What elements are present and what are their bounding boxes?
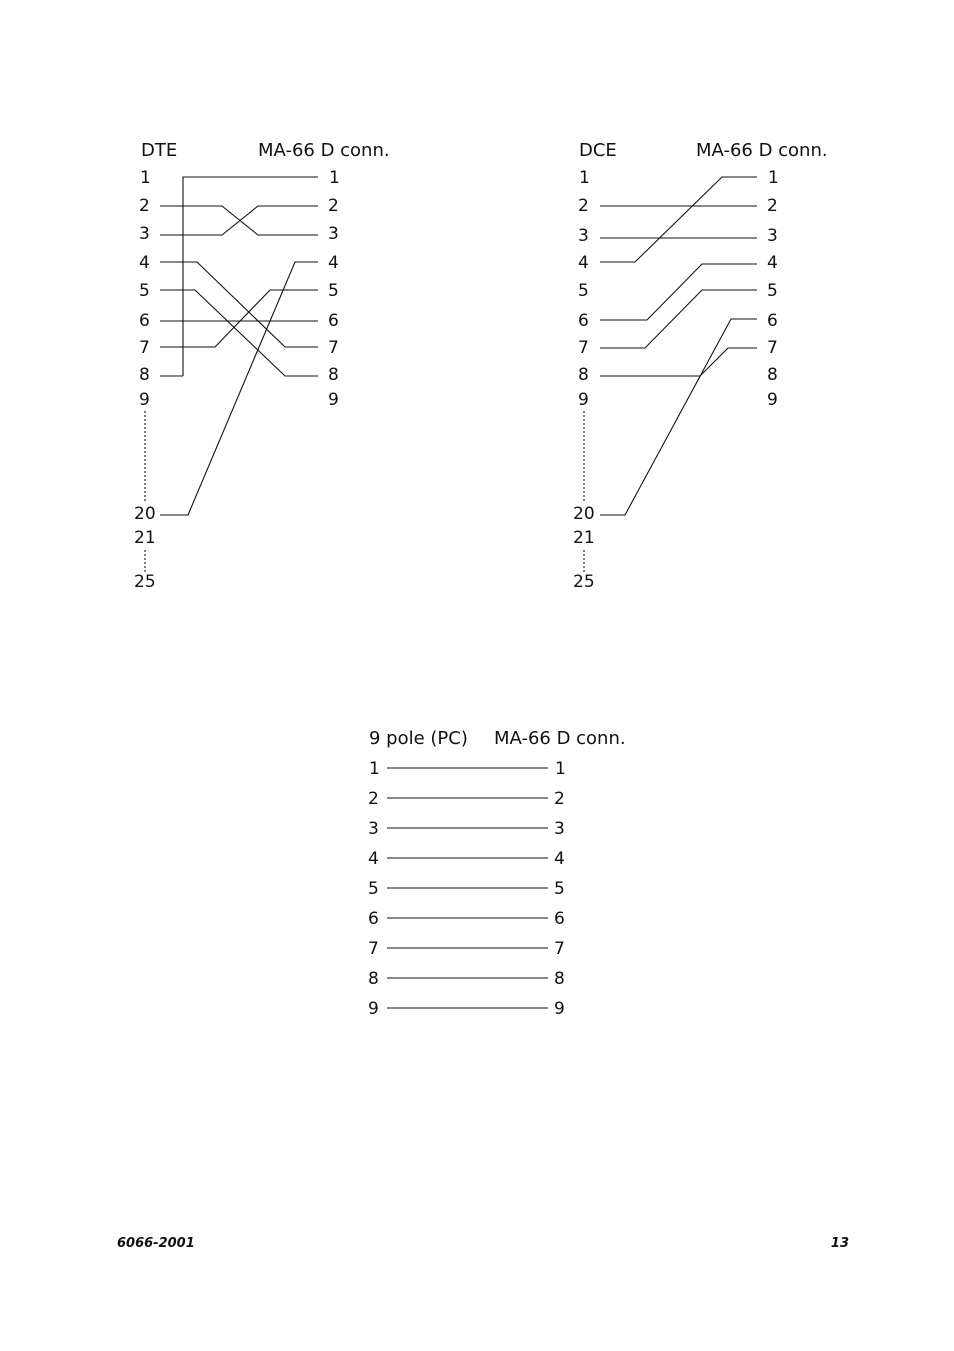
pc9-left-pin: 4: [368, 849, 379, 869]
pc9-wires: [387, 768, 548, 1008]
dte-left-pin: 25: [134, 572, 156, 592]
pc9-right-pin: 1: [555, 759, 566, 779]
dte-wire-4-to-7: [160, 262, 318, 347]
dce-left-pin: 7: [578, 338, 589, 358]
dce-right-header: MA-66 D conn.: [696, 140, 828, 161]
pc9-left-header: 9 pole (PC): [369, 728, 468, 749]
dce-wires: [584, 177, 757, 572]
dte-wires: [145, 177, 318, 572]
dte-right-pin: 9: [328, 390, 339, 410]
dte-left-pin: 9: [139, 390, 150, 410]
pc9-left-pin: 2: [368, 789, 379, 809]
dce-left-pin: 21: [573, 528, 595, 548]
dce-left-header: DCE: [579, 140, 617, 161]
dte-wire-3-to-2: [160, 206, 318, 235]
dte-right-pin: 4: [328, 253, 339, 273]
dte-wiring-diagram: [134, 140, 390, 592]
dte-left-pin: 5: [139, 281, 150, 301]
dce-right-pin: 4: [767, 253, 778, 273]
pc9-right-pin: 3: [554, 819, 565, 839]
dce-left-pin: 4: [578, 253, 589, 273]
dte-left-pin: 3: [139, 224, 150, 244]
dte-right-pin-labels: [328, 168, 340, 410]
pc9-right-pin: 5: [554, 879, 565, 899]
dte-left-pin-labels: [134, 168, 156, 592]
dce-right-pin: 7: [767, 338, 778, 358]
dte-right-pin: 3: [328, 224, 339, 244]
dce-left-pin: 20: [573, 504, 595, 524]
dce-wire-6-to-4: [600, 264, 757, 320]
dce-left-pin: 2: [578, 196, 589, 216]
dte-wire-1-8-loop: [183, 177, 318, 376]
dce-wire-8-to-7: [600, 348, 757, 376]
pc9-left-pin-labels: [368, 759, 380, 1019]
dce-left-pin: 8: [578, 365, 589, 385]
dce-right-pin-labels: [767, 168, 779, 410]
pc9-right-pin: 2: [554, 789, 565, 809]
dce-left-pin: 9: [578, 390, 589, 410]
dce-right-pin: 6: [767, 311, 778, 331]
pc9-left-pin: 6: [368, 909, 379, 929]
page-number: 13: [830, 1236, 849, 1251]
dte-left-pin: 20: [134, 504, 156, 524]
pc9-right-pin-labels: [554, 759, 566, 1019]
pc9-left-pin: 1: [369, 759, 380, 779]
dte-right-pin: 7: [328, 338, 339, 358]
dce-left-pin: 25: [573, 572, 595, 592]
pc9-wiring-diagram: [368, 728, 626, 1019]
dce-left-pin: 5: [578, 281, 589, 301]
pc9-left-pin: 3: [368, 819, 379, 839]
dte-wire-2-to-3: [160, 206, 318, 235]
dce-right-pin: 1: [768, 168, 779, 188]
dte-right-pin: 8: [328, 365, 339, 385]
dte-left-header: DTE: [141, 140, 178, 161]
dte-right-pin: 1: [329, 168, 340, 188]
document-number: 6066-2001: [117, 1236, 195, 1251]
dte-left-pin: 1: [140, 168, 151, 188]
dce-left-pin-labels: [573, 168, 595, 592]
pc9-right-pin: 6: [554, 909, 565, 929]
dte-left-pin: 4: [139, 253, 150, 273]
pc9-left-pin: 9: [368, 999, 379, 1019]
dte-left-pin: 6: [139, 311, 150, 331]
pc9-left-pin: 5: [368, 879, 379, 899]
dte-wire-20-to-4: [160, 262, 318, 515]
dte-wire-7-to-5: [160, 290, 318, 347]
dce-right-pin: 9: [767, 390, 778, 410]
pc9-right-pin: 7: [554, 939, 565, 959]
dce-left-pin: 6: [578, 311, 589, 331]
dte-left-pin: 8: [139, 365, 150, 385]
dce-right-pin: 2: [767, 196, 778, 216]
pc9-right-pin: 9: [554, 999, 565, 1019]
dte-left-pin: 7: [139, 338, 150, 358]
pc9-left-pin: 7: [368, 939, 379, 959]
dce-right-pin: 8: [767, 365, 778, 385]
pc9-right-pin: 4: [554, 849, 565, 869]
dce-right-pin: 5: [767, 281, 778, 301]
dte-right-header: MA-66 D conn.: [258, 140, 390, 161]
pc9-right-header: MA-66 D conn.: [494, 728, 626, 749]
dte-left-pin: 21: [134, 528, 156, 548]
dte-right-pin: 6: [328, 311, 339, 331]
dce-left-pin: 3: [578, 226, 589, 246]
dte-left-pin: 2: [139, 196, 150, 216]
pc9-right-pin: 8: [554, 969, 565, 989]
dte-right-pin: 2: [328, 196, 339, 216]
dte-right-pin: 5: [328, 281, 339, 301]
dce-right-pin: 3: [767, 226, 778, 246]
dce-wire-4-to-1: [600, 177, 757, 262]
pc9-left-pin: 8: [368, 969, 379, 989]
dce-wiring-diagram: [573, 140, 828, 592]
dce-left-pin: 1: [579, 168, 590, 188]
